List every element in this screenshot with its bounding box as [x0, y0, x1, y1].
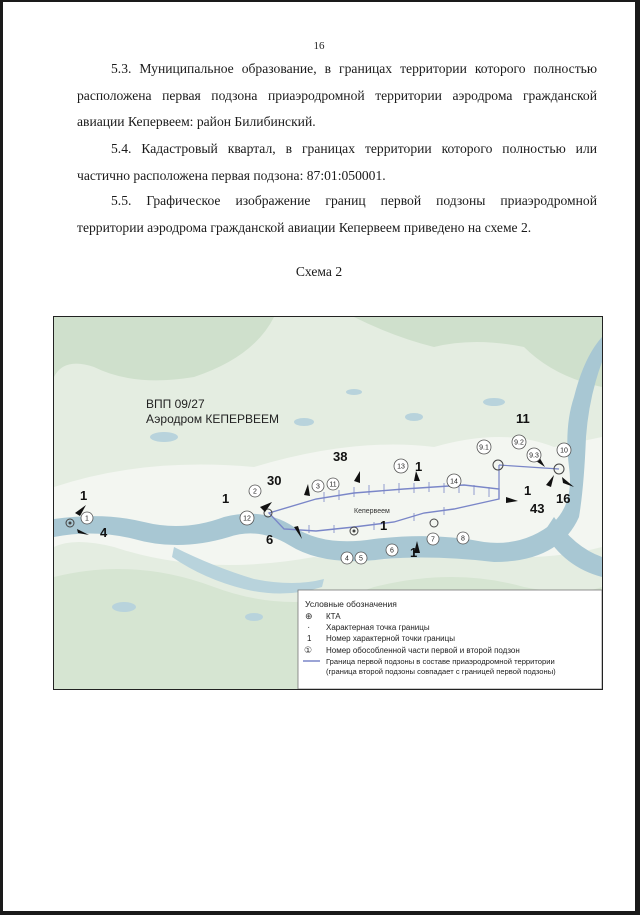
svg-text:6: 6 — [390, 547, 394, 555]
circled-number — [557, 443, 571, 457]
svg-text:13: 13 — [397, 463, 405, 471]
circled-number — [427, 533, 439, 545]
circled-number — [457, 532, 469, 544]
svg-text:9.2: 9.2 — [514, 439, 524, 447]
legend-item-text: Граница первой подзоны в составе приаэродромной территории (граница второй подзоны совпадает с границей первой подзоны) — [326, 657, 556, 676]
svg-text:12: 12 — [243, 515, 251, 523]
big-number: 1 — [222, 491, 230, 506]
big-number: 1 — [380, 518, 388, 533]
paragraph-5-5: 5.5. Графическое изображение границ первой подзоны приаэродромной территории аэродрома гражданской авиации Кепервеем приведено на схеме 2. — [77, 193, 597, 235]
svg-text:7: 7 — [431, 536, 435, 544]
legend-item-text: Номер характерной точки границы — [326, 634, 455, 643]
paragraph-5-4: 5.4. Кадастровый квартал, в границах территории которого полностью или частично расположена первая подзона: 87:01:050001. — [77, 141, 597, 183]
circled-number-icon: ① — [304, 645, 313, 655]
circled-number — [249, 485, 261, 497]
circled-number — [355, 552, 367, 564]
big-number: 1 — [415, 459, 423, 474]
big-number: 6 — [266, 532, 274, 547]
circled-number — [447, 474, 461, 488]
page-number: 16 — [313, 40, 325, 52]
airport-label: Аэродром КЕПЕРВЕЕМ — [146, 412, 280, 426]
scheme-caption: Схема 2 — [295, 264, 343, 279]
big-number: 1 — [524, 483, 532, 498]
map-legend — [298, 590, 602, 689]
circled-number — [477, 440, 491, 454]
big-number: 11 — [516, 411, 530, 426]
big-number: 1 — [80, 488, 88, 503]
svg-text:14: 14 — [450, 478, 458, 486]
circled-number — [527, 448, 541, 462]
big-number: 1 — [410, 545, 418, 560]
kta-icon: ⊕ — [305, 611, 313, 621]
big-number: 4 — [100, 525, 108, 540]
point-number-symbol: 1 — [307, 634, 312, 643]
svg-text:9.3: 9.3 — [529, 452, 539, 460]
settlement-label: Кепервеем — [354, 508, 390, 515]
circled-number — [240, 511, 254, 525]
svg-text:4: 4 — [345, 555, 349, 563]
svg-text:11: 11 — [329, 481, 337, 489]
runway-label: ВПП 09/27 — [146, 397, 205, 411]
circled-number — [386, 544, 398, 556]
circled-number — [327, 478, 339, 490]
legend-item-text: Характерная точка границы — [326, 623, 430, 632]
circled-number — [512, 435, 526, 449]
circled-number — [81, 512, 93, 524]
circled-number — [341, 552, 353, 564]
svg-text:5: 5 — [359, 555, 363, 563]
circled-number — [394, 459, 408, 473]
paragraph-5-3: 5.3. Муниципальное образование, в границах территории которого полностью расположена первая подзона приаэродромной территории аэродрома гражданской авиации Кепервеем: район Билибинский. — [77, 61, 597, 129]
scheme-map — [53, 316, 603, 690]
big-number: 38 — [333, 449, 348, 464]
svg-text:2: 2 — [253, 488, 257, 496]
legend-item-text: КТА — [326, 612, 341, 621]
document-page — [3, 2, 635, 911]
legend-title: Условные обозначения — [305, 599, 397, 609]
big-number: 30 — [267, 473, 282, 488]
svg-text:8: 8 — [461, 535, 465, 543]
svg-text:9.1: 9.1 — [479, 444, 489, 452]
big-number: 43 — [530, 501, 545, 516]
svg-text:1: 1 — [85, 515, 89, 523]
circled-number — [312, 480, 324, 492]
svg-text:3: 3 — [316, 483, 320, 491]
legend-item-text: Номер обособленной части первой и второй подзон — [326, 646, 520, 655]
svg-text:10: 10 — [560, 447, 568, 455]
boundary-point-icon: · — [307, 622, 311, 633]
big-number: 16 — [556, 491, 571, 506]
